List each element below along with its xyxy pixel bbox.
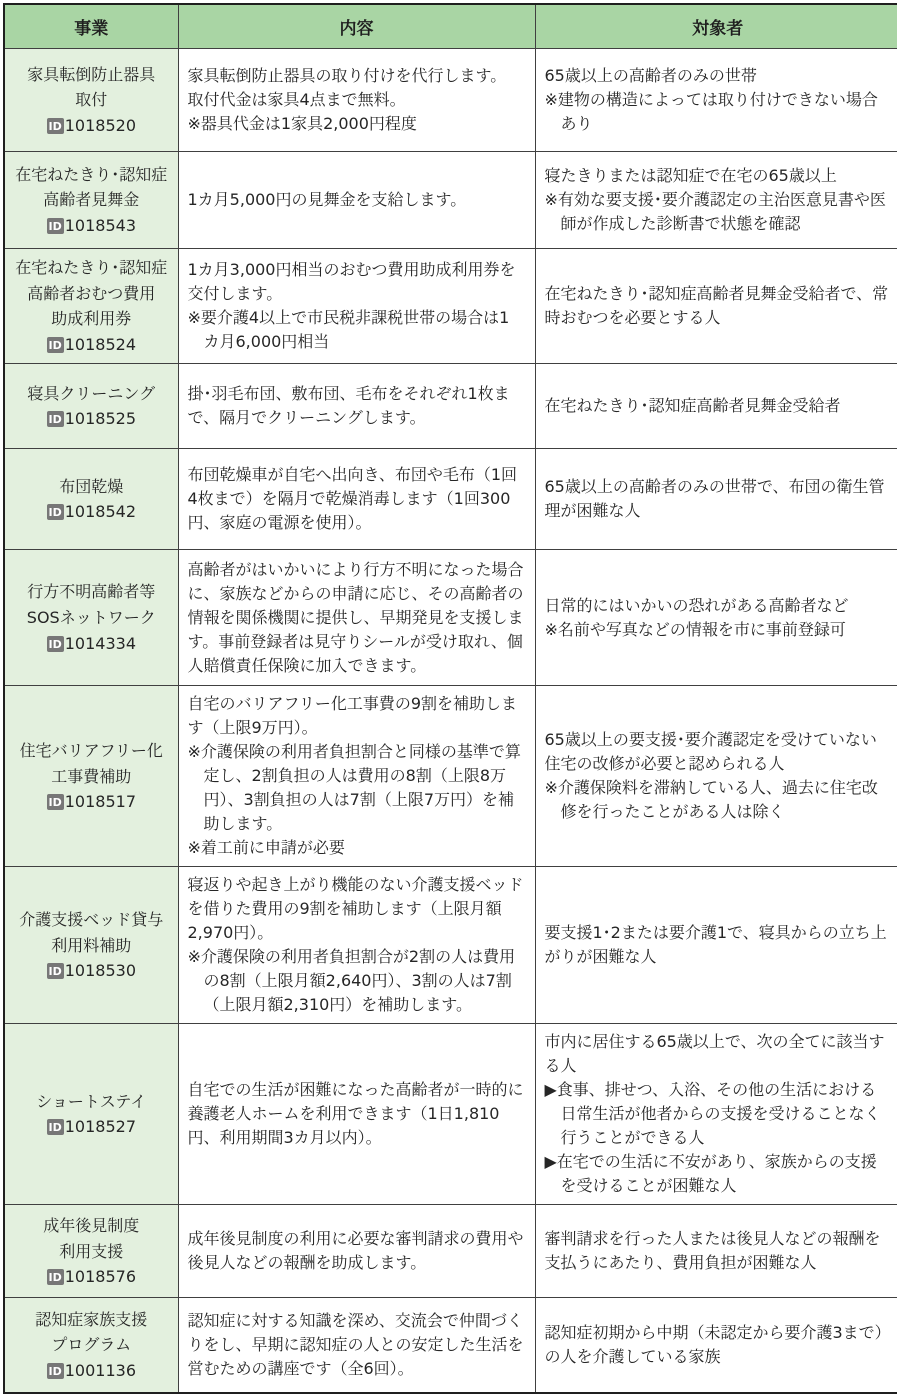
column-header-target: 対象者 (535, 4, 897, 49)
program-name: 寝具クリーニング (27, 383, 156, 403)
target-line: 在宅ねたきり･認知症高齢者見舞金受給者で、常時おむつを必要とする人 (544, 284, 889, 328)
target-line: 在宅ねたきり･認知症高齢者見舞金受給者 (544, 396, 841, 416)
content-line: ※着工前に申請が必要 (187, 838, 345, 858)
program-id (7, 631, 176, 657)
target-line: 日常的にはいかいの恐れがある高齢者など (544, 595, 849, 615)
target-line: 65歳以上の要支援･要介護認定を受けていない住宅の改修が必要と認められる人 (544, 730, 877, 774)
program-name: SOSネットワーク (26, 608, 156, 628)
service-row (4, 49, 897, 152)
content-line: 高齢者がはいかいにより行方不明になった場合に、家族などからの申請に応じ、その高齢者の情報を関係機関に提供し、早期発見を支援します。事前登録者は見守りシールが受け取れ、個人賠償責任保険に加入できます。 (187, 559, 524, 675)
program-cell (4, 1298, 178, 1393)
program-id (7, 113, 176, 139)
target-cell (535, 1205, 897, 1298)
service-row (4, 152, 897, 249)
id-badge-icon: ID (48, 119, 62, 133)
content-line: 認知症に対する知識を深め、交流会で仲間づくりをし、早期に認知症の人との安定した生活を営むための講座です（全6回）。 (187, 1311, 524, 1379)
program-name: 在宅ねたきり･認知症 (15, 164, 168, 184)
content-cell (178, 867, 535, 1024)
id-badge-icon: ID (48, 506, 62, 520)
program-cell (4, 249, 178, 364)
content-cell (178, 152, 535, 249)
program-name: 住宅バリアフリー化 (19, 740, 163, 760)
service-row (4, 867, 897, 1024)
program-id (7, 1264, 176, 1290)
id-number: 1001136 (64, 1360, 136, 1380)
content-cell (178, 686, 535, 867)
target-cell (535, 152, 897, 249)
program-id (7, 332, 176, 358)
program-name: 利用料補助 (51, 935, 132, 955)
program-name: 利用支援 (59, 1241, 124, 1261)
program-cell (4, 1205, 178, 1298)
id-number: 1018524 (64, 334, 136, 354)
content-line: 家具転倒防止器具の取り付けを代行します。 (187, 66, 507, 85)
content-cell (178, 1298, 535, 1393)
target-line: 認知症初期から中期（未認定から要介護3まで）の人を介護している家族 (544, 1323, 883, 1367)
program-name: 布団乾燥 (59, 476, 124, 496)
target-line: ▶食事、排せつ、入浴、その他の生活における日常生活が他者からの支援を受けることなく行うことができる人 (544, 1080, 881, 1148)
program-name: 高齢者見舞金 (43, 190, 140, 210)
target-line: ※介護保険料を滞納している人、過去に住宅改修を行ったことがある人は除く (544, 778, 878, 822)
service-row (4, 364, 897, 449)
target-cell (535, 249, 897, 364)
id-badge-icon: ID (48, 1364, 62, 1378)
content-line: 取付代金は家具4点まで無料。 (187, 90, 406, 109)
program-cell (4, 1024, 178, 1205)
content-cell (178, 49, 535, 152)
program-cell (4, 152, 178, 249)
content-cell (178, 1024, 535, 1205)
content-line: ※器具代金は1家具2,000円程度 (187, 114, 417, 133)
target-line: ※建物の構造によっては取り付けできない場合あり (544, 90, 878, 133)
target-line: 65歳以上の高齢者のみの世帯 (544, 66, 757, 85)
program-cell (4, 449, 178, 550)
program-cell (4, 550, 178, 686)
program-name: 在宅ねたきり･認知症 (15, 258, 168, 277)
program-name: 高齢者おむつ費用 (27, 283, 156, 303)
id-number: 1018576 (64, 1267, 136, 1287)
content-line: 寝返りや起き上がり機能のない介護支援ベッドを借りた費用の9割を補助します（上限月額2,970円）。 (187, 875, 524, 943)
program-name: 工事費補助 (51, 766, 132, 786)
id-badge-icon: ID (48, 338, 62, 352)
service-row (4, 1205, 897, 1298)
services-table (3, 3, 897, 1394)
target-cell (535, 364, 897, 449)
target-cell (535, 550, 897, 686)
program-name: 成年後見制度 (43, 1215, 140, 1235)
service-row (4, 1298, 897, 1393)
program-name: ショートステイ (36, 1091, 147, 1111)
id-badge-icon: ID (48, 413, 62, 427)
id-badge-icon: ID (48, 637, 62, 651)
target-cell (535, 686, 897, 867)
id-badge-icon: ID (48, 219, 62, 233)
program-cell (4, 364, 178, 449)
content-line: 掛･羽毛布団、敷布団、毛布をそれぞれ1枚まで、隔月でクリーニングします。 (187, 384, 510, 428)
service-row (4, 1024, 897, 1205)
program-id (7, 958, 176, 984)
program-name: プログラム (51, 1335, 132, 1355)
program-id (7, 1114, 176, 1140)
id-badge-icon: ID (48, 1121, 62, 1135)
id-number: 1018520 (64, 115, 136, 135)
content-line: ※要介護4以上で市民税非課税世帯の場合は1カ月6,000円相当 (187, 308, 510, 352)
service-row (4, 550, 897, 686)
id-number: 1018543 (64, 215, 136, 235)
content-line: 自宅での生活が困難になった高齢者が一時的に養護老人ホームを利用できます（1日1,810円、利用期間3カ月以内）。 (187, 1080, 524, 1148)
target-cell (535, 867, 897, 1024)
program-name: 助成利用券 (51, 309, 132, 329)
id-number: 1018527 (64, 1117, 136, 1137)
id-number: 1018517 (64, 792, 136, 812)
column-header-program: 事業 (4, 4, 178, 49)
program-cell (4, 867, 178, 1024)
id-number: 1014334 (64, 633, 136, 653)
content-line: 成年後見制度の利用に必要な審判請求の費用や後見人などの報酬を助成します。 (187, 1229, 524, 1273)
target-line: ※有効な要支援･要介護認定の主治医意見書や医師が作成した診断書で状態を確認 (544, 190, 886, 233)
target-cell (535, 1024, 897, 1205)
program-name: 介護支援ベッド貸与 (19, 909, 164, 929)
target-line: 要支援1･2または要介護1で、寝具からの立ち上がりが困難な人 (544, 923, 887, 967)
id-number: 1018530 (64, 961, 136, 981)
content-cell (178, 364, 535, 449)
target-line: 審判請求を行った人または後見人などの報酬を支払うにあたり、費用負担が困難な人 (544, 1229, 881, 1273)
program-id (7, 789, 176, 815)
program-name: 認知症家族支援 (35, 1309, 148, 1329)
content-line: ※介護保険の利用者負担割合と同様の基準で算定し、2割負担の人は費用の8割（上限8万円）、3割負担の人は7割（上限7万円）を補助します。 (187, 742, 521, 834)
target-line: ▶在宅での生活に不安があり、家族からの支援を受けることが困難な人 (544, 1152, 877, 1196)
content-line: 1カ月3,000円相当のおむつ費用助成利用券を交付します。 (187, 260, 516, 304)
id-badge-icon: ID (48, 796, 62, 810)
header-row (4, 4, 897, 49)
content-line: 布団乾燥車が自宅へ出向き、布団や毛布（1回4枚まで）を隔月で乾燥消毒します（1回300円、家庭の電源を使用）。 (187, 465, 518, 533)
program-id (7, 499, 176, 525)
target-line: 市内に居住する65歳以上で、次の全てに該当する人 (544, 1032, 885, 1076)
id-number: 1018542 (64, 502, 136, 522)
content-cell (178, 550, 535, 686)
id-badge-icon: ID (48, 965, 62, 979)
target-cell (535, 49, 897, 152)
content-line: ※介護保険の利用者負担割合が2割の人は費用の8割（上限月額2,640円）、3割の人は7割（上限月額2,310円）を補助します。 (187, 947, 516, 1015)
column-header-content: 内容 (178, 4, 535, 49)
content-cell (178, 449, 535, 550)
program-id (7, 406, 176, 432)
content-line: 1カ月5,000円の見舞金を支給します。 (187, 190, 467, 209)
program-name: 家具転倒防止器具 (27, 64, 156, 84)
program-id (7, 1358, 176, 1384)
program-name: 取付 (75, 90, 108, 110)
service-row (4, 686, 897, 867)
program-name: 行方不明高齢者等 (27, 582, 156, 602)
table-header (4, 4, 897, 49)
content-cell (178, 249, 535, 364)
target-line: 寝たきりまたは認知症で在宅の65歳以上 (544, 166, 837, 185)
target-cell (535, 1298, 897, 1393)
target-cell (535, 449, 897, 550)
id-number: 1018525 (64, 409, 136, 429)
target-line: 65歳以上の高齢者のみの世帯で、布団の衛生管理が困難な人 (544, 477, 885, 521)
service-row (4, 449, 897, 550)
target-line: ※名前や写真などの情報を市に事前登録可 (544, 619, 846, 639)
id-badge-icon: ID (48, 1271, 62, 1285)
table-body (4, 49, 897, 1393)
program-id (7, 213, 176, 239)
content-cell (178, 1205, 535, 1298)
content-line: 自宅のバリアフリー化工事費の9割を補助します（上限9万円）。 (187, 694, 518, 738)
service-row (4, 249, 897, 364)
program-cell (4, 686, 178, 867)
program-cell (4, 49, 178, 152)
